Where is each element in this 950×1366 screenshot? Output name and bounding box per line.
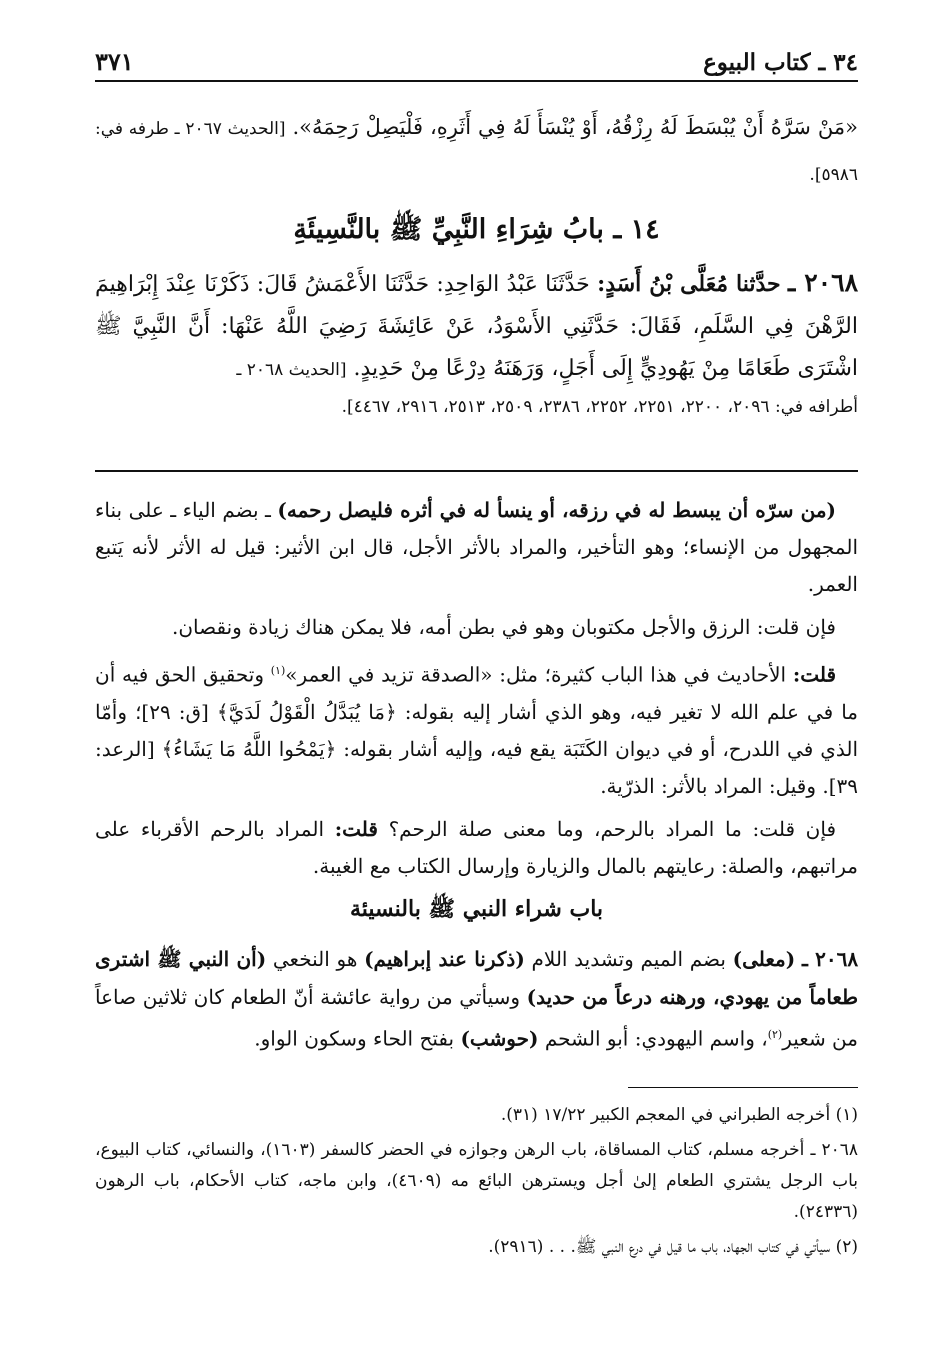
- hadith-reference: [الحديث ٢٠٦٨ ـ: [236, 360, 347, 380]
- commentary-text: وتحقيق الحق فيه أن ما في علم الله لا تغير فيه، وهو الذي أشار إليه بقوله: ﴿مَا يُبَدَّلُ الْقَوْلُ لَدَيَّ﴾ [ق: ٢٩]؛ وأمّا الذي في اللدرح، أو في ديوان الكَتَبَة يقع فيه، وإليه أشار بقوله: ﴿يَمْحُوا اللَّهُ مَا يَشَاءُ﴾ [الرعد: ٣٩]. وقيل: المراد بالأثر: الذرّية.: [95, 662, 858, 798]
- commentary-paragraph: [95, 609, 858, 646]
- footnote-label: (١): [835, 1105, 858, 1125]
- commentary-paragraph: [95, 652, 858, 805]
- hadith-atraf: أطرافه في: ٢٠٩٦، ٢٢٠٠، ٢٢٥١، ٢٢٥٢، ٢٣٨٦، ٢٥٠٩، ٢٥١٣، ٢٩١٦، ٤٤٦٧].: [341, 397, 858, 417]
- footnote: [95, 1100, 858, 1131]
- hadith-number: ٢٠٦٨ ـ: [801, 947, 859, 971]
- hadith-commentary: [95, 940, 858, 1058]
- commentary: [95, 492, 858, 891]
- footnote-marker: (١): [270, 664, 286, 677]
- commentary-text: بفتح الحاء وسكون الواو.: [254, 1026, 455, 1051]
- page-header: [95, 30, 858, 82]
- top-paragraph: [95, 105, 858, 197]
- commentary-text: وسيأتي من رواية عائشة أنّ الطعام كان ثلاثين صاعاً من شعير: [95, 985, 858, 1051]
- commentary-text: الأحاديث في هذا الباب كثيرة؛ مثل: «الصدقة تزيد في العمر»: [285, 662, 787, 687]
- page-number: ٣٧١: [95, 47, 134, 76]
- footnote-divider: [628, 1087, 858, 1088]
- footnote: [95, 1135, 858, 1228]
- answer-label: قلت:: [792, 662, 837, 687]
- quoted-text: (حوشب): [460, 1026, 539, 1051]
- commentary-paragraph: [95, 492, 858, 603]
- commentary-text: المراد بالرحم الأقرباء على مراتبهم، والصلة: رعايتهم بالمال والزيارة وإرسال الكتاب مع الغيبة.: [95, 816, 858, 878]
- footnote-text: أخرجه الطبراني في المعجم الكبير ١٧/٢٢ (٣١).: [500, 1105, 831, 1125]
- commentary-text: بضم الميم وتشديد اللام: [531, 947, 726, 971]
- hadith-number: ٢٠٦٨ ـ: [787, 268, 858, 297]
- commentary-paragraph: [95, 811, 858, 885]
- footnote-label: (٢): [835, 1237, 858, 1257]
- hadith-sanad: حدَّثنا مُعَلَّى بْنُ أَسَدٍ:: [597, 271, 781, 297]
- answer-label: قلت:: [334, 816, 378, 841]
- footnote-text: أخرجه مسلم، كتاب المساقاة، باب الرهن وجوازه في الحضر كالسفر (١٦٠٣)، والنسائي، كتاب البيوع، باب الرجل يشتري الطعام إلىٰ أجل ويسترهن البائع مه (٤٦٠٩)، وابن ماجه، كتاب الأحكام، باب الرهون (٢٤٣٣٦).: [95, 1140, 858, 1222]
- quoted-text: (معلى): [732, 947, 796, 971]
- chapter-title: ١٤ ـ بابُ شِرَاءِ النَّبِيِّ ﷺ بالنَّسِيئَةِ: [293, 214, 660, 245]
- quoted-text: (أن النبي ﷺ اشترى طعاماً من يهودي، ورهنه درعاً من حديد): [95, 947, 858, 1009]
- footnote-label: ٢٠٦٨ ـ: [810, 1140, 859, 1160]
- quoted-text: (من سرّه أن يبسط له في رزقه، أو ينسأ له في أثره فليصل رحمه): [277, 498, 837, 522]
- hadith-text: «مَنْ سَرَّهُ أَنْ يُبْسَطَ لَهُ رِزْقُهُ، أَوْ يُنْسَأَ لَهُ فِي أَثَرِهِ، فَلْيَصِلْ رَحِمَهُ».: [292, 115, 858, 139]
- footnotes: [95, 1100, 858, 1267]
- commentary-chapter-title: باب شراء النبي ﷺ بالنسيئة: [349, 896, 604, 922]
- hadith-reference: [الحديث ٢٠٦٧ ـ طرفه في: ٥٩٨٦].: [95, 119, 858, 185]
- running-title: ٣٤ ـ كتاب البيوع: [703, 49, 858, 76]
- commentary-text: هو النخعي: [272, 947, 358, 971]
- hadith-block: [95, 262, 858, 423]
- quoted-text: (ذكرنا عند إبراهيم): [364, 947, 525, 971]
- footnote: [95, 1232, 858, 1263]
- main-divider: [95, 470, 858, 472]
- commentary-text: ـ بضم الياء ـ على بناء المجهول من الإنساء؛ وهو التأخير، والمراد بالأثر الأجل، قال ابن الأثير: قيل له الأثر لأنه يَتبع العمر.: [95, 498, 858, 596]
- footnote-marker: (٢): [767, 1028, 783, 1041]
- commentary-text: فإن قلت: ما المراد بالرحم، وما معنى صلة الرحم؟: [388, 816, 837, 841]
- hadith-matn: حَدَّثَنَا عَبْدُ الوَاحِدِ: حَدَّثَنَا الأَعْمَشُ قَالَ: ذَكَرْنَا عِنْدَ إِبْرَاهِيمَ الرَّهْنَ فِي السَّلَمِ، فَقَالَ: حَدَّثَنِي الأَسْوَدُ، عَنْ عَائِشَةَ رَضِيَ اللَّهُ عَنْهَا: أَنَّ النَّبِيَّ ﷺ اشْتَرَى طَعَامًا مِنْ يَهُودِيٍّ إِلَى أَجَلٍ، وَرَهَنَهُ دِرْعًا مِنْ حَدِيدٍ.: [95, 272, 858, 381]
- footnote-text: سيأتي في كتاب الجهاد، باب ما قيل في درع النبي ﷺ. . . (٢٩١٦).: [488, 1237, 831, 1257]
- commentary-text: ، واسم اليهودي: أبو الشحم: [544, 1026, 768, 1051]
- commentary-text: فإن قلت: الرزق والأجل مكتوبان وهو في بطن أمه، فلا يمكن هناك زيادة ونقصان.: [171, 615, 836, 639]
